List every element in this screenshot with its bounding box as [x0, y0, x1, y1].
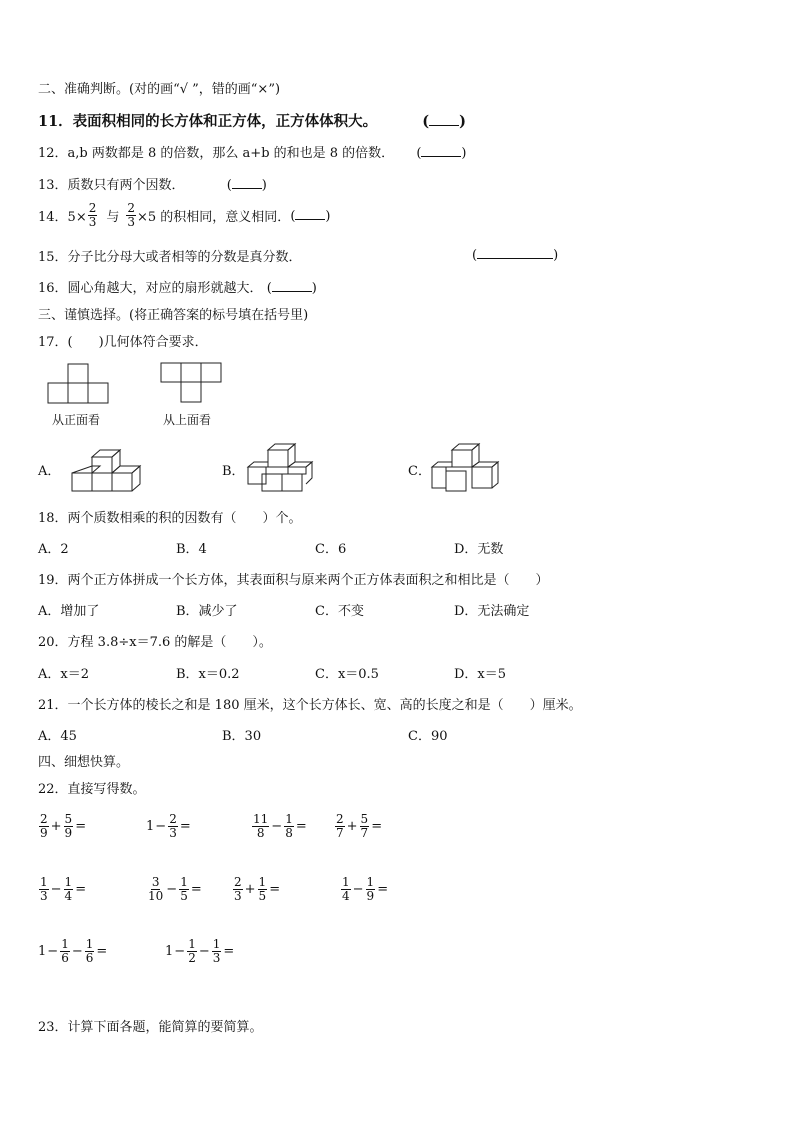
option-17-a[interactable]: A．: [38, 464, 61, 479]
question-23: 23．计算下面各题，能简算的要简算。: [38, 1020, 263, 1035]
top-view-label: 从上面看: [163, 413, 212, 427]
option-18-a[interactable]: A．2: [38, 542, 69, 557]
option-19-c[interactable]: C．不变: [315, 604, 364, 619]
question-21: 21．一个长方体的棱长之和是 180 厘米，这个长方体长、宽、高的长度之和是（ ）厘米。: [38, 698, 582, 713]
option-17-c[interactable]: C．: [408, 464, 431, 479]
question-13: [38, 174, 267, 193]
calc-expression: 1 − $\frac{1}{2}$ − $\frac{1}{3}$ =: [165, 937, 235, 965]
option-b-cubes-diagram: [248, 442, 320, 494]
calc-expression: $\frac{2}{9}$ + $\frac{5}{9}$ =: [40, 812, 87, 840]
calc-expression: $\frac{1}{3}$ − $\frac{1}{4}$ =: [40, 875, 87, 903]
option-18-d[interactable]: D．无数: [454, 542, 504, 557]
question-20: 20．方程 3.8÷x＝7.6 的解是（ ）。: [38, 635, 272, 650]
option-20-a[interactable]: A．x＝2: [38, 667, 89, 682]
question-13-text: 13．质数只有两个因数．: [38, 178, 185, 193]
question-15: [38, 246, 302, 265]
question-16: [38, 277, 317, 296]
question-12: [38, 142, 466, 161]
option-19-d[interactable]: D．无法确定: [454, 604, 530, 619]
question-18: 18．两个质数相乘的积的因数有（ ）个。: [38, 511, 302, 526]
option-21-a[interactable]: A．45: [38, 729, 77, 744]
calc-expression: 1 − $\frac{2}{3}$ =: [146, 812, 191, 840]
question-17: 17．( )几何体符合要求．: [38, 335, 208, 350]
option-17-b[interactable]: B．: [222, 464, 245, 479]
question-11-text: 11．表面积相同的长方体和正方体，正方体体积大。: [38, 113, 378, 130]
question-16-text: 16．圆心角越大，对应的扇形就越大．: [38, 281, 263, 296]
front-view-label: 从正面看: [52, 413, 101, 427]
answer-blank-11[interactable]: ( ): [422, 113, 466, 130]
section3-title: 三、谨慎选择。(将正确答案的标号填在括号里): [38, 308, 309, 323]
calc-expression: $\frac{2}{3}$ + $\frac{1}{5}$ =: [234, 875, 281, 903]
calc-expression: 1 − $\frac{1}{6}$ − $\frac{1}{6}$ =: [38, 937, 108, 965]
answer-blank-16[interactable]: ( ): [266, 281, 317, 296]
section2-title: 二、准确判断。(对的画“√ ”，错的画“×”): [38, 82, 281, 97]
answer-blank-15[interactable]: ( ): [472, 248, 559, 263]
question-14: 14．5× $\frac{2}{3}$ 与 $\frac{2}{3}$ ×5 的积相同，意义相同． ( ): [38, 201, 331, 229]
option-18-c[interactable]: C．6: [315, 542, 347, 557]
option-19-a[interactable]: A．增加了: [38, 604, 100, 619]
option-21-b[interactable]: B．30: [222, 729, 262, 744]
option-20-c[interactable]: C．x＝0.5: [315, 667, 379, 682]
fraction: $\frac{2}{3}$: [88, 201, 97, 229]
option-a-cubes-diagram: [72, 443, 144, 495]
section4-title: 四、细想快算。: [38, 755, 130, 770]
calc-expression: $\frac{3}{10}$ − $\frac{1}{5}$ =: [148, 875, 202, 903]
calc-expression: $\frac{11}{8}$ − $\frac{1}{8}$ =: [253, 812, 307, 840]
option-18-b[interactable]: B．4: [176, 542, 207, 557]
option-20-b[interactable]: B．x＝0.2: [176, 667, 240, 682]
option-21-c[interactable]: C．90: [408, 729, 448, 744]
calc-expression: $\frac{2}{7}$ + $\frac{5}{7}$ =: [336, 812, 383, 840]
front-view-diagram: [48, 363, 112, 405]
option-20-d[interactable]: D．x＝5: [454, 667, 507, 682]
option-19-b[interactable]: B．减少了: [176, 604, 238, 619]
question-15-text: 15．分子比分母大或者相等的分数是真分数．: [38, 250, 302, 265]
fraction: $\frac{2}{3}$: [127, 201, 136, 229]
question-19: 19．两个正方体拼成一个长方体，其表面积与原来两个正方体表面积之和相比是（ ）: [38, 573, 549, 588]
calc-expression: $\frac{1}{4}$ − $\frac{1}{9}$ =: [342, 875, 389, 903]
top-view-diagram: [161, 362, 225, 404]
option-c-cubes-diagram: [432, 442, 504, 494]
answer-blank-14[interactable]: ( ): [290, 209, 331, 224]
question-22: 22．直接写得数。: [38, 782, 146, 797]
answer-blank-12[interactable]: ( ): [416, 146, 467, 161]
answer-blank-13[interactable]: ( ): [226, 178, 267, 193]
question-11: [38, 110, 466, 131]
question-12-text: 12．a,b 两数都是 8 的倍数，那么 a+b 的和也是 8 的倍数．: [38, 146, 395, 161]
